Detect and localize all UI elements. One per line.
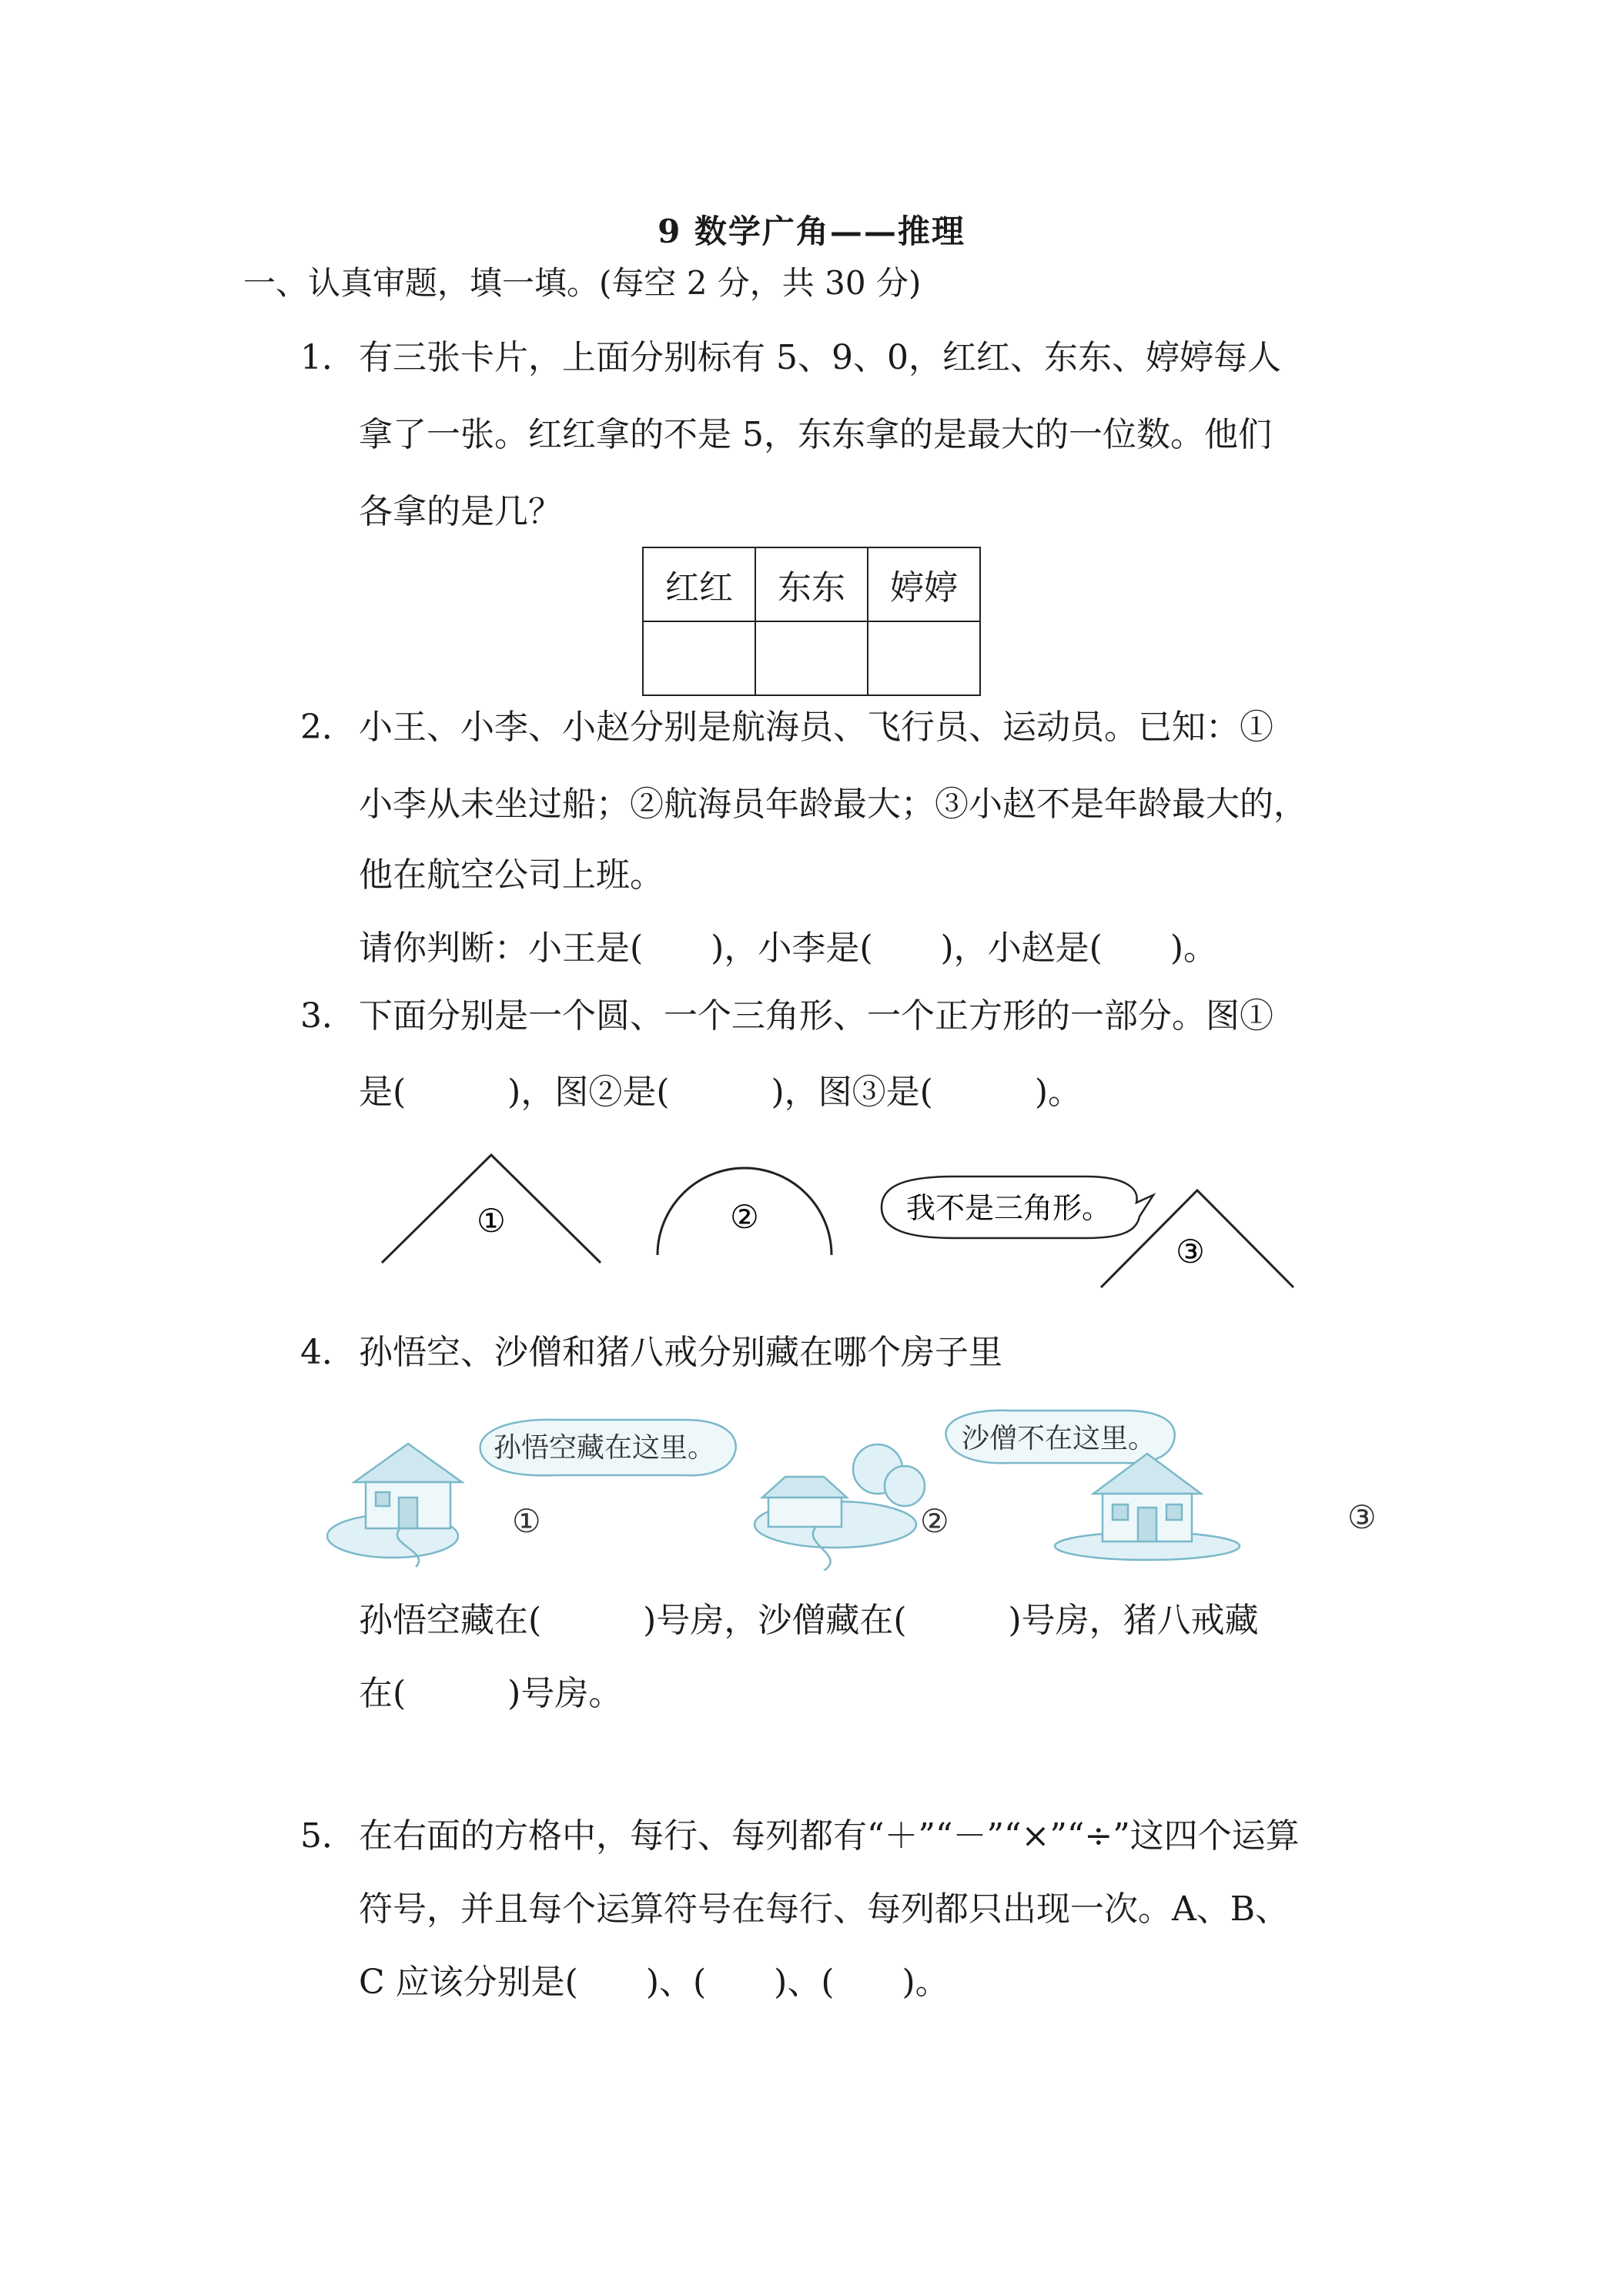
- answer-cell-dongdong[interactable]: [755, 621, 868, 695]
- house-3-icon: [1093, 1454, 1201, 1541]
- bubble-1-text: 孙悟空藏在这里。: [493, 1432, 716, 1464]
- table-header-honghong: 红红: [643, 547, 755, 621]
- q2-line-2: 小李从未坐过船；②航海员年龄最大；③小赵不是年龄最大的，: [359, 785, 1307, 824]
- section-heading: 一、认真审题，填一填。(每空 2 分，共 30 分): [243, 264, 922, 302]
- shape-figures: [370, 1147, 1317, 1301]
- answer-cell-honghong[interactable]: [643, 621, 755, 695]
- q5-line-2: 符号，并且每个运算符号在每行、每列都只出现一次。A、B、: [359, 1889, 1290, 1929]
- speech-text: 我不是三角形。: [905, 1191, 1112, 1225]
- table-header-dongdong: 东东: [755, 547, 868, 621]
- figure-3-label: ③: [1176, 1233, 1205, 1270]
- q4-line-1: 孙悟空、沙僧和猪八戒分别藏在哪个房子里: [359, 1333, 1002, 1372]
- q1-line-2: 拿了一张。红红拿的不是 5，东东拿的是最大的一位数。他们: [359, 415, 1272, 454]
- house-2-label: ②: [920, 1502, 949, 1540]
- q1-number: 1．: [300, 338, 356, 377]
- q2-line-4: 请你判断：小王是( )，小李是( )，小赵是( )。: [359, 929, 1217, 968]
- answer-cell-tingting[interactable]: [868, 621, 980, 695]
- house-3-label: ③: [1347, 1498, 1377, 1536]
- q3-number: 3．: [300, 996, 356, 1036]
- figure-2-label: ②: [730, 1198, 759, 1236]
- q4-answer-line-1: 孙悟空藏在( )号房，沙僧藏在( )号房，猪八戒藏: [359, 1601, 1259, 1640]
- q4-answer-line-2: 在( )号房。: [359, 1674, 623, 1713]
- q4-number: 4．: [300, 1333, 356, 1372]
- q5-number: 5．: [300, 1816, 356, 1856]
- houses-picture: [323, 1409, 1401, 1571]
- q1-line-1: 有三张卡片，上面分别标有 5、9、0，红红、东东、婷婷每人: [359, 338, 1281, 377]
- q2-line-1: 小王、小李、小赵分别是航海员、飞行员、运动员。已知：①: [359, 708, 1273, 747]
- card-table: [642, 547, 981, 696]
- q2-line-3: 他在航空公司上班。: [359, 855, 664, 895]
- q3-line-2: 是( )，图②是( )，图③是( )。: [359, 1073, 1082, 1112]
- bubble-2-text: 沙僧不在这里。: [961, 1423, 1156, 1454]
- house-1-label: ①: [512, 1502, 541, 1540]
- house-1-icon: [354, 1444, 462, 1528]
- q5-line-3: C 应该分别是( )、( )、( )。: [359, 1963, 949, 2002]
- q1-line-3: 各拿的是几？: [359, 492, 562, 531]
- table-header-tingting: 婷婷: [868, 547, 980, 621]
- q5-line-1: 在右面的方格中，每行、每列都有“＋”“－”“×”“÷”这四个运算: [359, 1816, 1300, 1856]
- q2-number: 2．: [300, 708, 356, 747]
- page-title: 9 数学广角——推理: [658, 213, 965, 250]
- q3-line-1: 下面分别是一个圆、一个三角形、一个正方形的一部分。图①: [359, 996, 1273, 1036]
- figure-1-label: ①: [477, 1202, 506, 1240]
